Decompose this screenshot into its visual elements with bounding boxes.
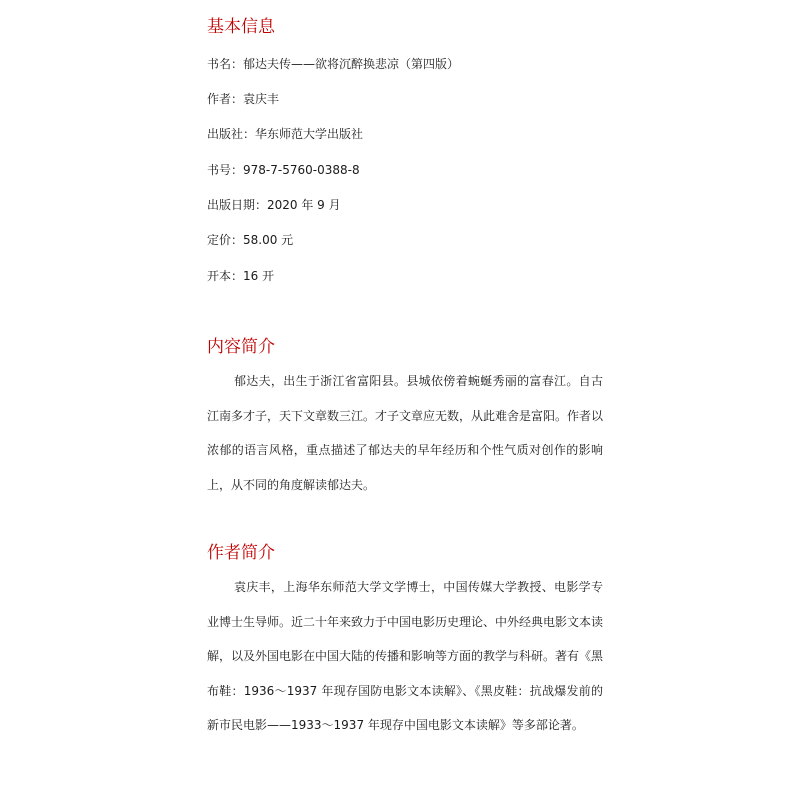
info-book-name: 书名：郁达夫传——欲将沉醉换悲凉（第四版） — [207, 57, 460, 71]
info-price: 定价：58.00 元 — [207, 233, 294, 247]
info-format: 开本：16 开 — [207, 269, 275, 283]
info-author: 作者：袁庆丰 — [207, 92, 280, 106]
basic-info-heading: 基本信息 — [207, 17, 275, 37]
info-publisher: 出版社：华东师范大学出版社 — [207, 127, 364, 141]
info-publish-date: 出版日期：2020 年 9 月 — [207, 198, 341, 212]
author-intro-heading: 作者简介 — [207, 543, 275, 563]
summary-heading: 内容简介 — [207, 337, 275, 357]
info-isbn: 书号：978-7-5760-0388-8 — [207, 163, 360, 177]
summary-paragraph: 郁达夫，出生于浙江省富阳县。县城依傍着蜿蜒秀丽的富春江。自古江南多才子，天下文章数三江。才子文章应无数，从此难舍是富阳。作者以浓郁的语言风格，重点描述了郁达夫的早年经历和个性气质对创作的影响上，从不同的角度解读郁达夫。 — [207, 374, 604, 492]
author-intro-paragraph: 袁庆丰，上海华东师范大学文学博士，中国传媒大学教授、电影学专业博士生导师。近二十年来致力于中国电影历史理论、中外经典电影文本读解，以及外国电影在中国大陆的传播和影响等方面的教学与科研。著有《黑布鞋：1936～1937 年现存国防电影文本读解》、《黑皮鞋：抗战爆发前的新市民电影——1933～1937 年现存中国电影文本读解》等多部论著。 — [207, 580, 604, 732]
